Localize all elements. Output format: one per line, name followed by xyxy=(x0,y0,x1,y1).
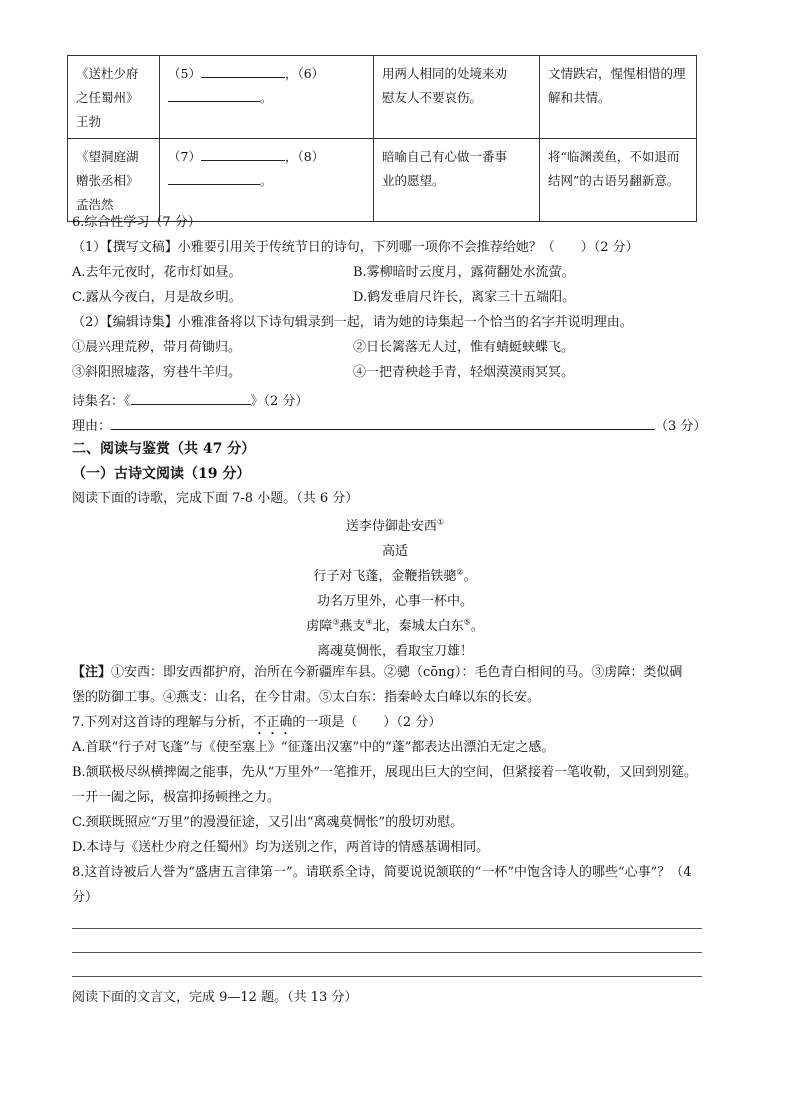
title-line: 赠张丞相》 xyxy=(76,173,139,188)
next-instruction: 阅读下面的文言文，完成 9—12 题。（共 13 分） xyxy=(72,990,358,1005)
reason-input[interactable] xyxy=(111,415,655,430)
reading-instruction: 阅读下面的诗歌，完成下面 7-8 小题。（共 6 分） xyxy=(72,491,359,506)
desc-line: 暗喻自己有心做一番事 xyxy=(382,149,508,164)
q7-option-c[interactable]: C.颈联既照应“万里”的漫漫征途，又引出“离魂莫惆怅”的殷切劝慰。 xyxy=(72,815,464,830)
poetry-table xyxy=(67,55,697,222)
q7-option-a[interactable]: A.首联“行子对飞蓬”与《使至塞上》“征蓬出汉塞”中的“蓬”都表达出漂泊无定之感。 xyxy=(72,740,555,755)
q6-option-b[interactable]: B.雾柳暗时云度月，露荷翻处水流萤。 xyxy=(353,265,575,280)
note-line: 解和共情。 xyxy=(548,90,611,105)
poem-line: 行子对飞蓬，金鞭指铁骢②。 xyxy=(313,567,477,584)
note-line: 文情跌宕，惺惺相惜的理 xyxy=(548,66,686,81)
table-cell-note xyxy=(540,56,697,139)
poem-line: ②日长篱落无人过，惟有蜻蜓蛱蝶飞。 xyxy=(353,340,575,355)
desc-line: 业的愿望。 xyxy=(382,173,445,188)
note-line: 将“临渊羡鱼，不如退而 xyxy=(548,149,680,164)
q6-heading: 6.综合性学习（7 分） xyxy=(72,215,201,230)
collection-label: 诗集名：《 xyxy=(72,394,131,409)
poem-line: ③斜阳照墟落，穷巷牛羊归。 xyxy=(72,365,242,380)
table-cell-fill xyxy=(160,139,374,222)
answer-line[interactable] xyxy=(72,952,702,953)
table-cell-desc xyxy=(374,139,540,222)
title-line: 之任蜀州》 xyxy=(76,90,139,105)
poem-title: 送李侍御赴安西① xyxy=(345,517,445,534)
q6-part1: （1）【撰写文稿】小雅要引用关于传统节日的诗句，下列哪一项你不会推荐给她？（ ）（2 分） xyxy=(72,240,639,255)
notes-line: 堡的防御工事。④燕支：山名，在今甘肃。⑤太白东：指秦岭太白峰以东的长安。 xyxy=(72,690,541,705)
q8-stem-cont: 分） xyxy=(72,890,99,905)
answer-blank[interactable] xyxy=(201,63,285,78)
fill-label: ，（6） xyxy=(284,66,325,81)
poem-line: 离魂莫惆怅，看取宝刀雄！ xyxy=(316,644,473,659)
table-cell-fill xyxy=(160,56,374,139)
poem-author: 高适 xyxy=(381,544,408,559)
answer-blank[interactable] xyxy=(168,87,260,102)
desc-line: 用两人相同的处境来劝 xyxy=(382,66,508,81)
collection-name-input[interactable] xyxy=(131,390,251,405)
title-line: 《送杜少府 xyxy=(76,66,139,81)
q7-stem: 7.下列对这首诗的理解与分析，不正确的一项是（ ）（2 分） xyxy=(72,715,442,730)
table-cell-desc xyxy=(374,56,540,139)
poem-line: ④一把青秧趁手青，轻烟漠漠雨冥冥。 xyxy=(353,365,575,380)
table-row xyxy=(68,139,697,222)
desc-line: 慰友人不要哀伤。 xyxy=(382,90,483,105)
table-cell-note xyxy=(540,139,697,222)
q7-option-d[interactable]: D.本诗与《送杜少府之任蜀州》均为送别之作，两首诗的情感基调相同。 xyxy=(72,840,490,855)
q7-option-b[interactable]: B.颔联极尽纵横捭阖之能事，先从“万里外”一笔推开，展现出巨大的空间，但紧接着一笔收勒，又回到别筵。 xyxy=(72,765,697,780)
poem-line: 虏障③燕支④北，秦城太白东⑤。 xyxy=(306,617,484,634)
fill-label: （5） xyxy=(168,66,201,81)
reason-row xyxy=(72,415,706,435)
fill-end: 。 xyxy=(260,173,273,188)
poem-line: 功名万里外，心事一杯中。 xyxy=(316,594,473,609)
answer-line[interactable] xyxy=(72,976,702,977)
q7-option-b-cont: 一开一阖之际，极富抑扬顿挫之力。 xyxy=(72,790,281,805)
fill-label: （7） xyxy=(168,149,201,164)
table-row xyxy=(68,56,697,139)
notes-label: 【注】 xyxy=(72,665,112,680)
answer-blank[interactable] xyxy=(201,146,285,161)
collection-end: 》（2 分） xyxy=(250,394,309,409)
answer-blank[interactable] xyxy=(168,170,260,185)
title-line: 王勃 xyxy=(76,114,102,129)
q6-option-c[interactable]: C.露从今夜白，月是故乡明。 xyxy=(72,290,242,305)
table-cell-title xyxy=(68,139,160,222)
collection-name-row xyxy=(72,390,308,410)
fill-label: ，（8） xyxy=(284,149,325,164)
answer-line[interactable] xyxy=(72,928,702,929)
q6-part2: （2）【编辑诗集】小雅准备将以下诗句辑录到一起，请为她的诗集起一个恰当的名字并说明理由。 xyxy=(72,315,633,330)
title-line: 《望洞庭湖 xyxy=(76,149,139,164)
section-heading: 二、阅读与鉴赏（共 47 分） xyxy=(72,441,256,457)
q6-option-d[interactable]: D.鹤发垂肩尺许长，离家三十五端阳。 xyxy=(353,290,576,305)
notes-line: 【注】①安西：即安西都护府，治所在今新疆库车县。②骢（cōng）：毛色青白相间的马。③虏障：类似碉 xyxy=(72,665,683,680)
title-line: 孟浩然 xyxy=(76,197,114,212)
note-line: 结网”的古语另翻新意。 xyxy=(548,173,680,188)
q6-option-a[interactable]: A.去年元夜时，花市灯如昼。 xyxy=(72,265,242,280)
poem-line: ①晨兴理荒秽，带月荷锄归。 xyxy=(72,340,242,355)
subsection-heading: （一）古诗文阅读（19 分） xyxy=(72,466,251,482)
reason-score: （3 分） xyxy=(655,419,707,434)
table-cell-title xyxy=(68,56,160,139)
reason-label: 理由： xyxy=(72,419,112,434)
q8-stem: 8.这首诗被后人誉为“盛唐五言律第一”。请联系全诗，简要说说颔联的“一杯”中饱含诗人的哪些“心事”？（4 xyxy=(72,865,692,880)
fill-end: 。 xyxy=(260,90,273,105)
